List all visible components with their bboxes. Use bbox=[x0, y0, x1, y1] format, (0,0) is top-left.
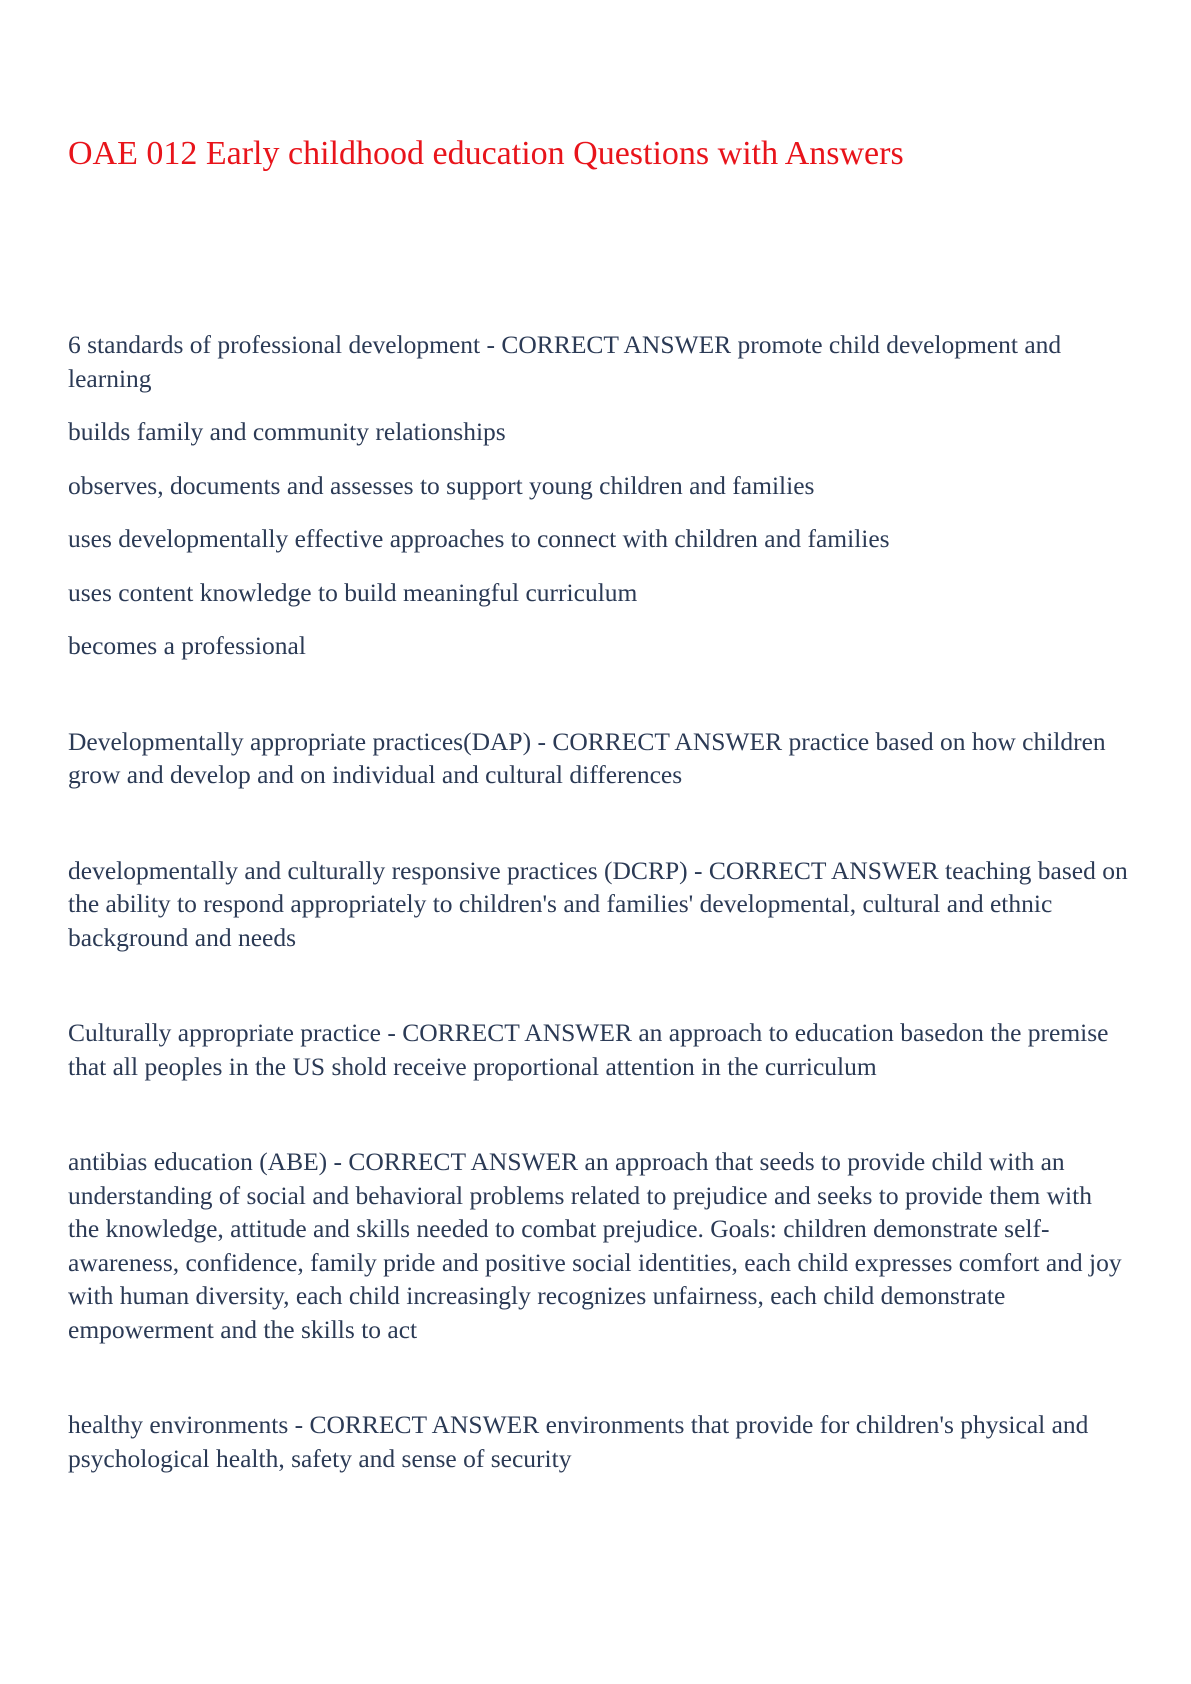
standard-item: builds family and community relationships bbox=[68, 417, 506, 446]
standard-item: uses content knowledge to build meaningful curriculum bbox=[68, 577, 638, 607]
qa-entry-healthy-environments: healthy environments - CORRECT ANSWER environments that provide for children's physical and psychological health, safety and sense of security bbox=[68, 1410, 1089, 1473]
qa-list bbox=[68, 328, 1128, 1475]
standard-item: observes, documents and assesses to support young children and families bbox=[68, 470, 815, 500]
qa-entry-dcrp: developmentally and culturally responsive practices (DCRP) - CORRECT ANSWER teaching based on the ability to respond appropriately to children's and families' developmental, cultural and ethnic background and needs bbox=[68, 855, 1128, 952]
standard-item: becomes a professional bbox=[68, 631, 306, 660]
standard-item: uses developmentally effective approaches to connect with children and families bbox=[68, 524, 890, 553]
qa-entry-antibias: antibias education (ABE) - CORRECT ANSWER an approach that seeds to provide child with an understanding of social and behavioral problems related to prejudice and seeks to provide them with the knowledge, attitude and skills needed to combat prejudice. Goals: children demonstrate self-awareness, confidence, family pride and positive social identities, each child expresses comfort and joy with human diversity, each child increasingly recognizes unfairness, each child demonstrate empowerment and the skills to act bbox=[68, 1147, 1122, 1344]
qa-entry-dap: Developmentally appropriate practices(DAP) - CORRECT ANSWER practice based on how children grow and develop and on individual and cultural differences bbox=[68, 726, 1106, 789]
qa-entry-culturally-appropriate: Culturally appropriate practice - CORRECT ANSWER an approach to education basedon the premise that all peoples in the US shold receive proportional attention in the curriculum bbox=[68, 1018, 1109, 1081]
qa-entry-standards bbox=[68, 328, 1128, 663]
qa-entry-text: 6 standards of professional development - CORRECT ANSWER promote child development and learning bbox=[68, 330, 1062, 393]
document-title: OAE 012 Early childhood education Questions with Answers bbox=[68, 135, 904, 172]
